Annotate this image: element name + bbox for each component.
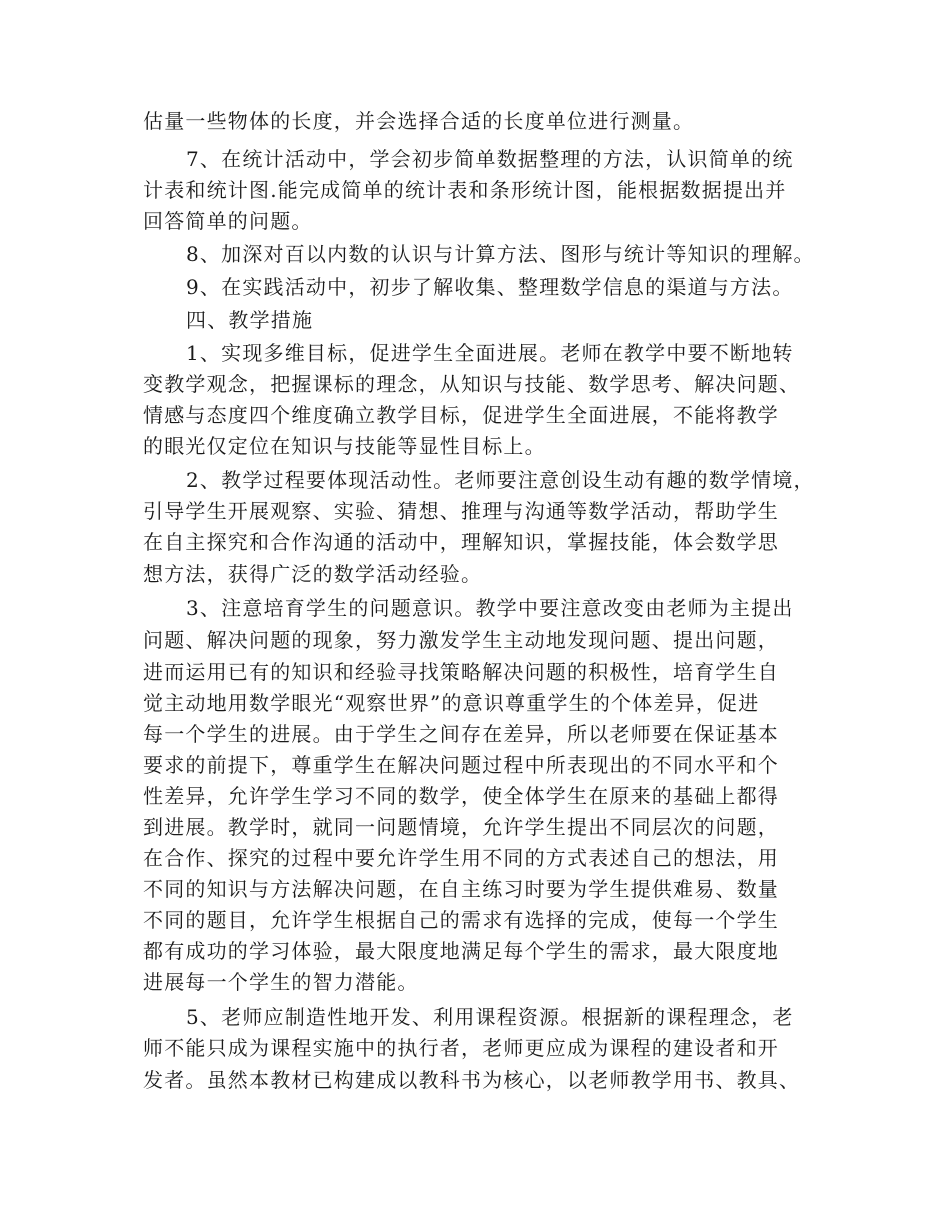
text-line: 2、教学过程要体现活动性。老师要注意创设生动有趣的数学情境， (186, 468, 815, 492)
text-line: 进而运用已有的知识和经验寻找策略解决问题的积极性，培育学生自 (143, 660, 779, 684)
text-line: 情感与态度四个维度确立教学目标，促进学生全面进展，不能将教学 (143, 403, 779, 427)
text-line: 在合作、探究的过程中要允许学生用不同的方式表述自己的想法，用 (143, 846, 779, 870)
text-line: 引导学生开展观察、实验、猜想、推理与沟通等数学活动，帮助学生 (143, 499, 779, 523)
text-line: 的眼光仅定位在知识与技能等显性目标上。 (143, 434, 546, 458)
text-line: 想方法，获得广泛的数学活动经验。 (143, 562, 483, 586)
text-line: 3、注意培育学生的问题意识。教学中要注意改变由老师为主提出 (186, 596, 794, 620)
text-line: 不同的题目，允许学生根据自己的需求有选择的完成，使每一个学生 (143, 908, 779, 932)
text-line: 回答简单的问题。 (143, 209, 313, 233)
text-line: 估量一些物体的长度，并会选择合适的长度单位进行测量。 (143, 109, 695, 133)
text-line: 性差异，允许学生学习不同的数学，使全体学生在原来的基础上都得 (143, 784, 779, 808)
text-line: 到进展。教学时，就同一问题情境，允许学生提出不同层次的问题， (143, 815, 779, 839)
text-line: 1、实现多维目标，促进学生全面进展。老师在教学中要不断地转 (186, 341, 794, 365)
text-line: 发者。虽然本教材已构建成以教科书为核心，以老师教学用书、教具、 (143, 1068, 801, 1092)
text-line: 8、加深对百以内数的认识与计算方法、图形与统计等知识的理解。 (186, 242, 815, 266)
text-line: 7、在统计活动中，学会初步简单数据整理的方法，认识简单的统 (186, 147, 794, 171)
text-line: 9、在实践活动中，初步了解收集、整理数学信息的渠道与方法。 (186, 275, 794, 299)
text-line: 计表和统计图.能完成简单的统计表和条形统计图，能根据数据提出并 (143, 178, 787, 202)
text-line: 每一个学生的进展。由于学生之间存在差异，所以老师要在保证基本 (143, 722, 779, 746)
text-line: 要求的前提下，尊重学生在解决问题过程中所表现出的不同水平和个 (143, 753, 779, 777)
text-line: 问题、解决问题的现象，努力激发学生主动地发现问题、提出问题， (143, 628, 779, 652)
text-line: 不同的知识与方法解决问题，在自主练习时要为学生提供难易、数量 (143, 877, 779, 901)
text-line: 在自主探究和合作沟通的活动中，理解知识，掌握技能，体会数学思 (143, 530, 779, 554)
text-line: 5、老师应制造性地开发、利用课程资源。根据新的课程理念，老 (186, 1005, 794, 1029)
text-line: 进展每一个学生的智力潜能。 (143, 970, 419, 994)
section-heading: 四、教学措施 (186, 308, 314, 332)
text-line: 师不能只成为课程实施中的执行者，老师更应成为课程的建设者和开 (143, 1036, 779, 1060)
text-line: 觉主动地用数学眼光“观察世界”的意识尊重学生的个体差异，促进 (143, 691, 760, 715)
text-line: 变教学观念，把握课标的理念，从知识与技能、数学思考、解决问题、 (143, 372, 801, 396)
text-line: 都有成功的学习体验，最大限度地满足每个学生的需求，最大限度地 (143, 939, 779, 963)
